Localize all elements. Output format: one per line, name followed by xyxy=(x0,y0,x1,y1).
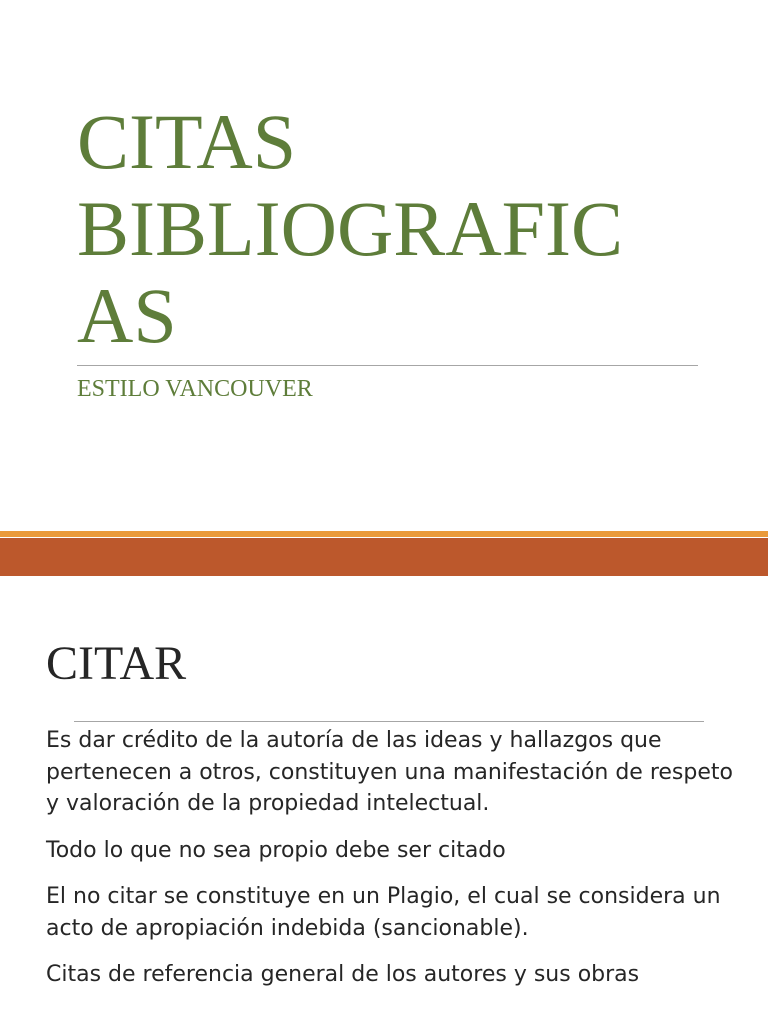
title-line-2: BIBLIOGRAFIC xyxy=(77,185,624,272)
slide-title xyxy=(77,98,717,359)
title-line-3: AS xyxy=(77,272,177,359)
slide-subtitle: ESTILO VANCOUVER xyxy=(77,376,313,402)
slide-separator-thin-band xyxy=(0,531,768,537)
content-body xyxy=(46,725,736,1006)
heading-divider xyxy=(74,721,704,722)
paragraph-citas: Citas de referencia general de los autores y sus obras xyxy=(46,962,640,987)
paragraph-definition: Es dar crédito de la autoría de las ideas y hallazgos que pertenecen a otros, constituyen una manifestación de respeto y valoración de la propiedad intelectual. xyxy=(46,728,733,816)
slide-separator-band xyxy=(0,538,768,576)
paragraph-rule: Todo lo que no sea propio debe ser citado xyxy=(46,837,506,863)
paragraph-plagio: El no citar se constituye en un Plagio, el cual se considera un acto de apropiación indebida (sancionable). xyxy=(46,884,721,941)
content-slide xyxy=(0,576,768,1024)
content-heading: CITAR xyxy=(46,637,187,690)
title-divider xyxy=(77,365,698,366)
title-line-1: CITAS xyxy=(77,98,297,185)
